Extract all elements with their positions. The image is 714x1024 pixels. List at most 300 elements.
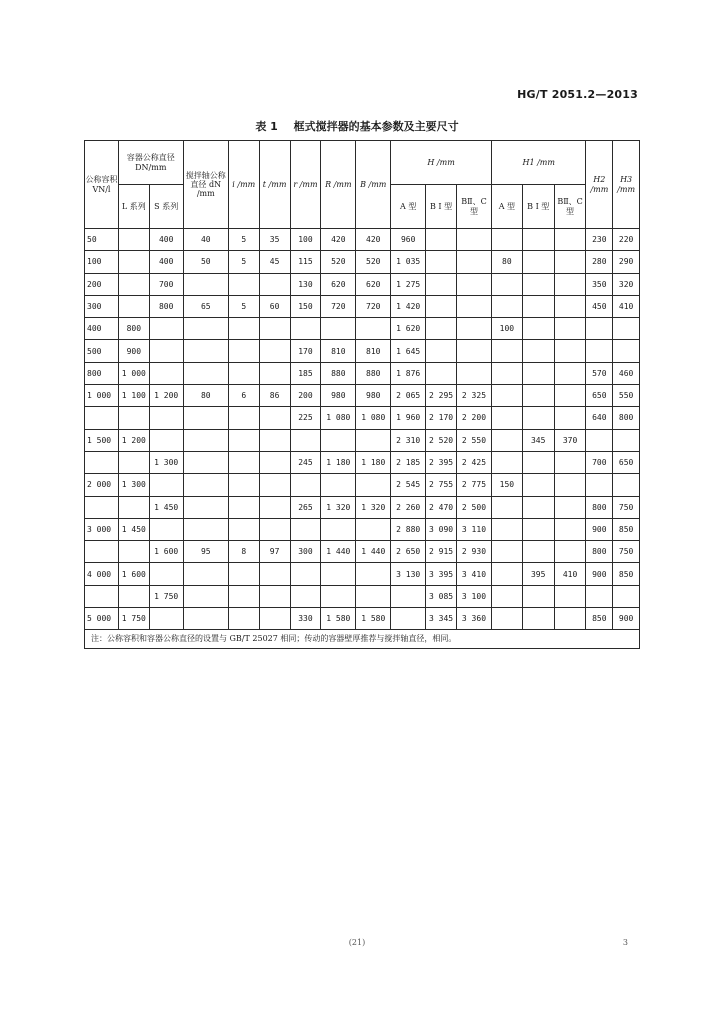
cell-dn-l — [118, 229, 149, 251]
table-row — [85, 318, 640, 340]
header-h1-type-b2c: BⅡ、C 型 — [554, 185, 586, 229]
cell-h-b2c: 2 550 — [456, 429, 491, 451]
cell-h-b2c: 2 500 — [456, 496, 491, 518]
cell-h-b2c: 3 100 — [456, 585, 491, 607]
cell-h1-b1 — [522, 541, 554, 563]
cell-h1-a — [491, 295, 522, 317]
header-t: t /mm — [259, 141, 290, 229]
cell-B: 980 — [356, 385, 391, 407]
cell-i — [228, 407, 259, 429]
cell-i — [228, 563, 259, 585]
cell-vn: 1 000 — [85, 385, 119, 407]
cell-t — [259, 608, 290, 630]
cell-dn-l — [118, 585, 149, 607]
cell-h1-a — [491, 407, 522, 429]
cell-i — [228, 362, 259, 384]
cell-h1-b2c — [554, 362, 586, 384]
table-row — [85, 229, 640, 251]
cell-h-b2c — [456, 273, 491, 295]
cell-h3: 460 — [613, 362, 640, 384]
cell-h-a: 2 650 — [391, 541, 426, 563]
cell-shaft-dia: 80 — [183, 385, 228, 407]
cell-h-a: 3 130 — [391, 563, 426, 585]
header-dn-s: S 系列 — [149, 185, 183, 229]
cell-h1-a: 100 — [491, 318, 522, 340]
cell-h2: 900 — [586, 563, 613, 585]
cell-vn: 3 000 — [85, 518, 119, 540]
cell-B — [356, 563, 391, 585]
cell-dn-s: 1 300 — [149, 451, 183, 473]
cell-h1-b2c — [554, 251, 586, 273]
cell-t — [259, 496, 290, 518]
cell-shaft-dia — [183, 563, 228, 585]
cell-t — [259, 340, 290, 362]
cell-B: 880 — [356, 362, 391, 384]
cell-h2: 280 — [586, 251, 613, 273]
cell-R: 880 — [321, 362, 356, 384]
cell-r — [290, 563, 321, 585]
cell-B — [356, 518, 391, 540]
cell-h-a: 1 620 — [391, 318, 426, 340]
cell-h-a: 2 185 — [391, 451, 426, 473]
cell-h-b2c: 3 360 — [456, 608, 491, 630]
header-dn-group: 容器公称直径 DN/mm — [118, 141, 183, 185]
table-row — [85, 385, 640, 407]
cell-t — [259, 474, 290, 496]
cell-R — [321, 429, 356, 451]
cell-h-b2c — [456, 229, 491, 251]
cell-t: 45 — [259, 251, 290, 273]
cell-h-b1: 3 085 — [426, 585, 457, 607]
cell-h1-a — [491, 541, 522, 563]
cell-h1-a: 150 — [491, 474, 522, 496]
cell-h2 — [586, 318, 613, 340]
cell-h-b1 — [426, 273, 457, 295]
header-shaft: 搅拌轴公称直径 dN /mm — [183, 141, 228, 229]
cell-h3: 850 — [613, 563, 640, 585]
cell-h1-a — [491, 429, 522, 451]
cell-B: 620 — [356, 273, 391, 295]
cell-shaft-dia — [183, 318, 228, 340]
cell-r: 150 — [290, 295, 321, 317]
cell-B — [356, 474, 391, 496]
cell-R — [321, 563, 356, 585]
cell-h-b1 — [426, 295, 457, 317]
cell-B: 1 580 — [356, 608, 391, 630]
cell-B: 520 — [356, 251, 391, 273]
cell-B — [356, 585, 391, 607]
cell-vn: 5 000 — [85, 608, 119, 630]
cell-h-b1 — [426, 318, 457, 340]
table-title: 框式搅拌器的基本参数及主要尺寸 — [293, 120, 459, 133]
cell-dn-l — [118, 407, 149, 429]
header-h1-type-b1: B Ⅰ 型 — [522, 185, 554, 229]
cell-shaft-dia — [183, 407, 228, 429]
cell-R: 1 580 — [321, 608, 356, 630]
cell-shaft-dia: 95 — [183, 541, 228, 563]
cell-h-a: 2 260 — [391, 496, 426, 518]
cell-vn: 100 — [85, 251, 119, 273]
cell-h2: 350 — [586, 273, 613, 295]
cell-r: 300 — [290, 541, 321, 563]
cell-h2 — [586, 474, 613, 496]
cell-h3 — [613, 585, 640, 607]
cell-h3: 220 — [613, 229, 640, 251]
cell-h1-b1 — [522, 251, 554, 273]
cell-r: 100 — [290, 229, 321, 251]
cell-dn-l — [118, 295, 149, 317]
cell-h1-b1 — [522, 608, 554, 630]
cell-shaft-dia — [183, 585, 228, 607]
cell-h2: 800 — [586, 541, 613, 563]
cell-dn-l: 800 — [118, 318, 149, 340]
cell-dn-s — [149, 340, 183, 362]
cell-dn-s — [149, 407, 183, 429]
cell-dn-l: 1 600 — [118, 563, 149, 585]
cell-h-b1: 2 915 — [426, 541, 457, 563]
cell-h3 — [613, 340, 640, 362]
cell-h-b1: 3 345 — [426, 608, 457, 630]
cell-i: 5 — [228, 295, 259, 317]
header-h-type-b2c: BⅡ、C 型 — [456, 185, 491, 229]
cell-h1-b1 — [522, 229, 554, 251]
cell-h1-b2c — [554, 273, 586, 295]
cell-h2: 850 — [586, 608, 613, 630]
cell-dn-l — [118, 451, 149, 473]
cell-h1-b2c — [554, 229, 586, 251]
cell-dn-s: 800 — [149, 295, 183, 317]
cell-h-a: 2 545 — [391, 474, 426, 496]
table-row — [85, 585, 640, 607]
cell-h-b2c: 2 200 — [456, 407, 491, 429]
header-B: B /mm — [356, 141, 391, 229]
cell-r: 185 — [290, 362, 321, 384]
cell-dn-l: 1 300 — [118, 474, 149, 496]
cell-h-b1: 2 170 — [426, 407, 457, 429]
cell-h1-b1 — [522, 362, 554, 384]
cell-h-b1: 2 395 — [426, 451, 457, 473]
cell-r — [290, 585, 321, 607]
cell-vn: 4 000 — [85, 563, 119, 585]
cell-shaft-dia — [183, 474, 228, 496]
cell-h1-b2c: 370 — [554, 429, 586, 451]
cell-h-a: 960 — [391, 229, 426, 251]
cell-h1-b2c: 410 — [554, 563, 586, 585]
cell-h-a: 1 420 — [391, 295, 426, 317]
cell-h1-b2c — [554, 385, 586, 407]
cell-R — [321, 318, 356, 340]
parameters-table — [84, 140, 640, 649]
cell-r: 265 — [290, 496, 321, 518]
cell-h2: 450 — [586, 295, 613, 317]
header-h1-type-a: A 型 — [491, 185, 522, 229]
cell-i — [228, 318, 259, 340]
table-row — [85, 608, 640, 630]
cell-B: 1 320 — [356, 496, 391, 518]
cell-h-b1 — [426, 362, 457, 384]
cell-h1-b2c — [554, 340, 586, 362]
cell-t — [259, 585, 290, 607]
cell-shaft-dia: 50 — [183, 251, 228, 273]
cell-h1-b2c — [554, 451, 586, 473]
cell-h-b2c — [456, 251, 491, 273]
cell-t: 86 — [259, 385, 290, 407]
cell-h1-b1 — [522, 295, 554, 317]
cell-h1-b2c — [554, 295, 586, 317]
cell-shaft-dia — [183, 340, 228, 362]
cell-t — [259, 362, 290, 384]
cell-t — [259, 518, 290, 540]
cell-shaft-dia: 40 — [183, 229, 228, 251]
cell-i — [228, 608, 259, 630]
cell-dn-s — [149, 608, 183, 630]
cell-r: 130 — [290, 273, 321, 295]
cell-h1-b2c — [554, 608, 586, 630]
cell-t — [259, 451, 290, 473]
cell-h2: 650 — [586, 385, 613, 407]
header-R: R /mm — [321, 141, 356, 229]
cell-h1-b2c — [554, 518, 586, 540]
cell-i: 5 — [228, 229, 259, 251]
cell-h-b1: 3 090 — [426, 518, 457, 540]
cell-h-b2c: 3 110 — [456, 518, 491, 540]
cell-R: 1 440 — [321, 541, 356, 563]
page-number: 3 — [622, 938, 628, 947]
cell-h3: 850 — [613, 518, 640, 540]
cell-h3: 290 — [613, 251, 640, 273]
cell-h3: 410 — [613, 295, 640, 317]
table-row — [85, 518, 640, 540]
cell-h2: 230 — [586, 229, 613, 251]
cell-R: 810 — [321, 340, 356, 362]
table-caption — [0, 118, 714, 134]
cell-i — [228, 451, 259, 473]
cell-h2 — [586, 340, 613, 362]
cell-i — [228, 474, 259, 496]
cell-vn: 300 — [85, 295, 119, 317]
cell-dn-s — [149, 518, 183, 540]
cell-h-b2c: 2 325 — [456, 385, 491, 407]
cell-h2: 570 — [586, 362, 613, 384]
cell-dn-l — [118, 251, 149, 273]
cell-R: 720 — [321, 295, 356, 317]
cell-t: 35 — [259, 229, 290, 251]
cell-h-a: 1 960 — [391, 407, 426, 429]
cell-R — [321, 518, 356, 540]
cell-R: 620 — [321, 273, 356, 295]
table-row — [85, 429, 640, 451]
cell-vn — [85, 496, 119, 518]
cell-h2: 700 — [586, 451, 613, 473]
cell-h-b2c: 2 930 — [456, 541, 491, 563]
cell-h3: 320 — [613, 273, 640, 295]
cell-dn-s: 400 — [149, 229, 183, 251]
cell-h-b2c — [456, 340, 491, 362]
cell-t — [259, 318, 290, 340]
cell-h1-b1 — [522, 585, 554, 607]
cell-i — [228, 340, 259, 362]
cell-R: 1 320 — [321, 496, 356, 518]
cell-h1-b1: 345 — [522, 429, 554, 451]
cell-dn-l — [118, 496, 149, 518]
cell-h-b2c: 2 425 — [456, 451, 491, 473]
cell-dn-l — [118, 541, 149, 563]
cell-r — [290, 474, 321, 496]
table-row — [85, 295, 640, 317]
cell-h-a: 2 310 — [391, 429, 426, 451]
cell-r — [290, 318, 321, 340]
cell-B — [356, 429, 391, 451]
cell-dn-s — [149, 563, 183, 585]
cell-h-a — [391, 585, 426, 607]
cell-h1-b2c — [554, 496, 586, 518]
cell-B: 1 180 — [356, 451, 391, 473]
cell-dn-l: 1 750 — [118, 608, 149, 630]
cell-h-b1 — [426, 340, 457, 362]
cell-h1-a — [491, 229, 522, 251]
cell-r — [290, 429, 321, 451]
cell-vn — [85, 451, 119, 473]
cell-shaft-dia — [183, 451, 228, 473]
cell-R: 1 080 — [321, 407, 356, 429]
cell-vn — [85, 541, 119, 563]
cell-R: 420 — [321, 229, 356, 251]
cell-h1-b1 — [522, 340, 554, 362]
header-dn-l: L 系列 — [118, 185, 149, 229]
cell-h-b1: 2 755 — [426, 474, 457, 496]
cell-vn: 500 — [85, 340, 119, 362]
table-row — [85, 251, 640, 273]
cell-h1-a — [491, 496, 522, 518]
cell-vn — [85, 585, 119, 607]
cell-h1-b1 — [522, 496, 554, 518]
cell-h3 — [613, 429, 640, 451]
cell-t: 60 — [259, 295, 290, 317]
cell-vn: 400 — [85, 318, 119, 340]
cell-h1-b2c — [554, 407, 586, 429]
cell-h1-b2c — [554, 541, 586, 563]
cell-h-a: 2 880 — [391, 518, 426, 540]
cell-vn: 50 — [85, 229, 119, 251]
cell-h1-b1 — [522, 385, 554, 407]
cell-vn — [85, 407, 119, 429]
cell-h3: 800 — [613, 407, 640, 429]
cell-h1-b1 — [522, 474, 554, 496]
cell-i — [228, 429, 259, 451]
cell-h1-a: 80 — [491, 251, 522, 273]
cell-r: 330 — [290, 608, 321, 630]
table-row — [85, 362, 640, 384]
cell-h1-b1: 395 — [522, 563, 554, 585]
cell-h3: 650 — [613, 451, 640, 473]
cell-shaft-dia — [183, 518, 228, 540]
cell-h2: 800 — [586, 496, 613, 518]
cell-h-b2c: 2 775 — [456, 474, 491, 496]
table-row — [85, 563, 640, 585]
cell-shaft-dia: 65 — [183, 295, 228, 317]
cell-h1-a — [491, 340, 522, 362]
cell-dn-l: 1 200 — [118, 429, 149, 451]
cell-dn-l: 1 450 — [118, 518, 149, 540]
cell-B: 1 080 — [356, 407, 391, 429]
cell-dn-s — [149, 362, 183, 384]
cell-shaft-dia — [183, 429, 228, 451]
cell-h2 — [586, 429, 613, 451]
cell-R — [321, 474, 356, 496]
cell-h1-b1 — [522, 273, 554, 295]
cell-h-b2c: 3 410 — [456, 563, 491, 585]
cell-h2 — [586, 585, 613, 607]
cell-R: 520 — [321, 251, 356, 273]
cell-dn-s: 700 — [149, 273, 183, 295]
cell-r — [290, 518, 321, 540]
header-r: r /mm — [290, 141, 321, 229]
cell-shaft-dia — [183, 362, 228, 384]
cell-B: 1 440 — [356, 541, 391, 563]
table-row — [85, 496, 640, 518]
cell-i — [228, 496, 259, 518]
table-number: 表 1 — [255, 120, 278, 133]
cell-B: 420 — [356, 229, 391, 251]
table-row — [85, 451, 640, 473]
cell-i — [228, 273, 259, 295]
cell-h-b2c — [456, 295, 491, 317]
cell-r: 170 — [290, 340, 321, 362]
cell-h-a: 2 065 — [391, 385, 426, 407]
table-row — [85, 474, 640, 496]
cell-t — [259, 407, 290, 429]
cell-i: 8 — [228, 541, 259, 563]
cell-t — [259, 429, 290, 451]
cell-h1-a — [491, 608, 522, 630]
cell-dn-s: 400 — [149, 251, 183, 273]
cell-dn-l: 1 100 — [118, 385, 149, 407]
cell-dn-l: 900 — [118, 340, 149, 362]
cell-h-a: 1 275 — [391, 273, 426, 295]
cell-dn-s: 1 600 — [149, 541, 183, 563]
cell-B: 810 — [356, 340, 391, 362]
cell-h1-b2c — [554, 585, 586, 607]
header-H3: H3 /mm — [613, 141, 640, 229]
cell-R: 1 180 — [321, 451, 356, 473]
cell-dn-s — [149, 318, 183, 340]
header-i: i /mm — [228, 141, 259, 229]
cell-shaft-dia — [183, 608, 228, 630]
cell-h1-b1 — [522, 518, 554, 540]
cell-h3: 550 — [613, 385, 640, 407]
cell-h-b1 — [426, 229, 457, 251]
cell-h-b2c — [456, 318, 491, 340]
cell-h1-a — [491, 451, 522, 473]
header-h-type-b1: B Ⅰ 型 — [426, 185, 457, 229]
cell-h-a: 1 645 — [391, 340, 426, 362]
cell-r: 225 — [290, 407, 321, 429]
table-row — [85, 340, 640, 362]
cell-i: 6 — [228, 385, 259, 407]
cell-R — [321, 585, 356, 607]
cell-h3 — [613, 474, 640, 496]
cell-dn-l — [118, 273, 149, 295]
cell-h-a — [391, 608, 426, 630]
cell-R: 980 — [321, 385, 356, 407]
cell-h-a: 1 035 — [391, 251, 426, 273]
cell-vn: 200 — [85, 273, 119, 295]
cell-t — [259, 273, 290, 295]
cell-h1-a — [491, 273, 522, 295]
cell-h-a: 1 876 — [391, 362, 426, 384]
cell-h3: 750 — [613, 541, 640, 563]
cell-dn-s: 1 200 — [149, 385, 183, 407]
